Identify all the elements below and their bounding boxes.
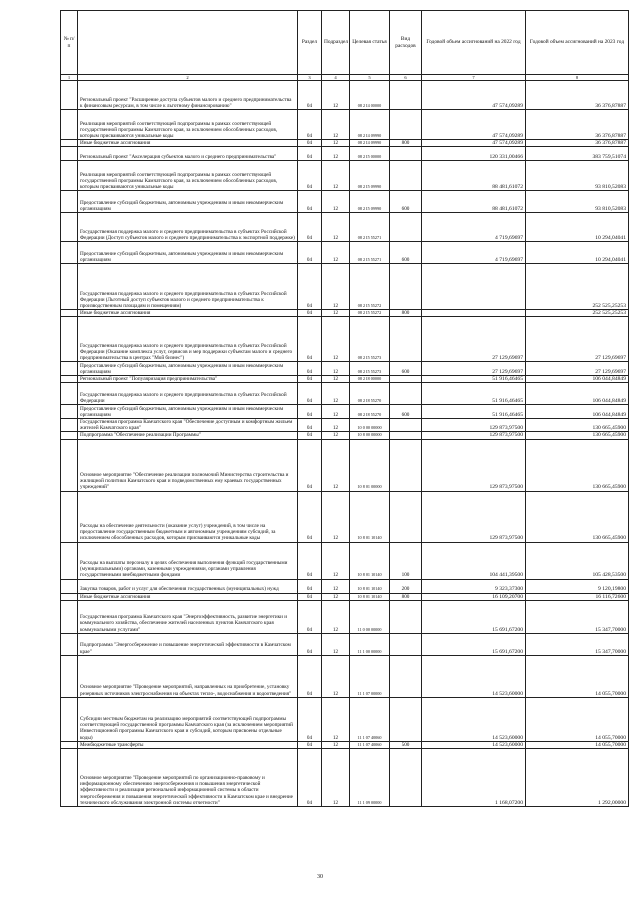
table-row	[61, 633, 629, 655]
row-name-cell: Закупка товаров, работ и услуг для обеспечения государственных (муниципальных) нужд	[78, 579, 298, 593]
row-expense-type-cell	[390, 81, 422, 110]
row-num-cell	[61, 383, 78, 405]
row-target-article-cell: 11 0 00 00000	[350, 600, 390, 633]
row-razdel-cell: 04	[298, 579, 322, 593]
row-2023-cell: 36 376,87887	[526, 140, 629, 147]
col-number: 5	[350, 75, 390, 81]
row-num-cell	[61, 161, 78, 191]
row-podrazdel-cell: 12	[322, 697, 350, 741]
col-header-podrazdel: Подраздел	[322, 11, 350, 75]
row-expense-type-cell	[390, 317, 422, 362]
row-2022-cell: 129 873,97500	[422, 432, 526, 439]
col-number: 3	[298, 75, 322, 81]
row-expense-type-cell	[390, 600, 422, 633]
table-row	[61, 376, 629, 383]
row-num-cell	[61, 264, 78, 310]
row-target-article-cell: 10 0 00 00000	[350, 419, 390, 432]
col-number: 8	[526, 75, 629, 81]
table-row	[61, 140, 629, 147]
row-name-cell: Государственная поддержка малого и среднего предпринимательства в субъектах Российской Федерации (Доступ субъектов малого и среднего предпринимательства к экспортной поддержке)	[78, 213, 298, 242]
row-podrazdel-cell: 12	[322, 140, 350, 147]
row-podrazdel-cell: 12	[322, 748, 350, 806]
row-2023-cell: 130 665,45900	[526, 432, 629, 439]
row-expense-type-cell: 100	[390, 542, 422, 579]
row-2022-cell: 120 331,00466	[422, 147, 526, 161]
row-2022-cell: 27 129,69697	[422, 362, 526, 376]
row-2022-cell: 129 873,97500	[422, 491, 526, 542]
row-2023-cell: 10 294,04041	[526, 242, 629, 264]
row-2023-cell: 106 044,84849	[526, 376, 629, 383]
row-podrazdel-cell: 12	[322, 213, 350, 242]
row-2022-cell: 51 916,46465	[422, 376, 526, 383]
row-expense-type-cell	[390, 633, 422, 655]
row-2023-cell: 106 044,84849	[526, 405, 629, 419]
row-razdel-cell: 04	[298, 405, 322, 419]
row-razdel-cell: 04	[298, 432, 322, 439]
table-row	[61, 439, 629, 491]
row-name-cell: Иные бюджетные ассигнования	[78, 310, 298, 317]
row-2023-cell: 93 810,52083	[526, 191, 629, 213]
row-podrazdel-cell: 12	[322, 362, 350, 376]
row-razdel-cell: 04	[298, 242, 322, 264]
row-razdel-cell: 04	[298, 741, 322, 748]
table-body	[61, 81, 629, 807]
row-expense-type-cell	[390, 439, 422, 491]
row-num-cell	[61, 317, 78, 362]
row-num-cell	[61, 419, 78, 432]
row-name-cell: Основное мероприятие "Проведение мероприятий по организационно-правовому и информационному обеспечению энергосбережения и повышения энергетической эффективности и реализация региональной информационной системы в области энергосбережения и повышения энергетической эффективности в Камчатском крае и внедрение технического обслуживания электронной системы отчетности"	[78, 748, 298, 806]
row-num-cell	[61, 191, 78, 213]
row-2023-cell: 15 347,70000	[526, 600, 629, 633]
row-podrazdel-cell: 12	[322, 579, 350, 593]
row-expense-type-cell	[390, 697, 422, 741]
row-podrazdel-cell: 12	[322, 264, 350, 310]
col-number: 7	[422, 75, 526, 81]
row-name-cell: Государственная поддержка малого и среднего предпринимательства в субъектах Российской Федерации (Льготный доступ субъектов малого и среднего предпринимательства к производственным площадям и помещениям)	[78, 264, 298, 310]
row-2023-cell: 252 525,25253	[526, 310, 629, 317]
row-target-article-cell: 11 1 00 00000	[350, 633, 390, 655]
table-row	[61, 741, 629, 748]
row-name-cell: Основное мероприятие "Обеспечение реализации полномочий Министерства строительства и жилищной политики Камчатского края и подведомственных ему краевых государственных учреждений"	[78, 439, 298, 491]
row-podrazdel-cell: 12	[322, 383, 350, 405]
row-target-article-cell: 10 8 01 10140	[350, 491, 390, 542]
row-podrazdel-cell: 12	[322, 419, 350, 432]
row-2023-cell: 36 376,87887	[526, 81, 629, 110]
row-num-cell	[61, 376, 78, 383]
row-name-cell: Расходы на обеспечение деятельности (оказание услуг) учреждений, в том числе на предоставление государственным бюджетным и автономным учреждениям субсидий, за исключением обособленных расходов, которым присваиваются уникальные коды	[78, 491, 298, 542]
row-target-article-cell: 11 1 07 40060	[350, 741, 390, 748]
row-2022-cell: 129 873,97500	[422, 439, 526, 491]
row-podrazdel-cell: 12	[322, 491, 350, 542]
table-row	[61, 81, 629, 110]
row-2022-cell: 14 523,60000	[422, 655, 526, 697]
row-target-article-cell: 08 2 I5 55271	[350, 213, 390, 242]
col-header-2022: Годовой объем ассигнований на 2022 год	[422, 11, 526, 75]
row-razdel-cell: 04	[298, 110, 322, 140]
table-row	[61, 264, 629, 310]
row-target-article-cell: 08 2 I4 09990	[350, 140, 390, 147]
row-expense-type-cell: 800	[390, 593, 422, 600]
row-2022-cell: 1 168,07200	[422, 748, 526, 806]
row-2023-cell: 14 055,70000	[526, 697, 629, 741]
row-razdel-cell: 04	[298, 147, 322, 161]
row-2023-cell: 36 376,87887	[526, 110, 629, 140]
row-num-cell	[61, 600, 78, 633]
row-expense-type-cell	[390, 383, 422, 405]
row-2022-cell: 9 323,37300	[422, 579, 526, 593]
row-2023-cell: 130 665,45900	[526, 419, 629, 432]
row-num-cell	[61, 439, 78, 491]
row-expense-type-cell	[390, 419, 422, 432]
row-num-cell	[61, 579, 78, 593]
col-header-num: № п/п	[61, 11, 78, 75]
table-row	[61, 242, 629, 264]
table-row	[61, 317, 629, 362]
row-2023-cell: 105 428,53500	[526, 542, 629, 579]
row-num-cell	[61, 697, 78, 741]
budget-table-sheet	[60, 10, 628, 856]
row-target-article-cell: 08 2 I4 00000	[350, 81, 390, 110]
table-row	[61, 600, 629, 633]
row-podrazdel-cell: 12	[322, 593, 350, 600]
row-expense-type-cell	[390, 432, 422, 439]
row-num-cell	[61, 491, 78, 542]
col-header-name	[78, 11, 298, 75]
row-razdel-cell: 04	[298, 439, 322, 491]
row-2023-cell: 383 759,51074	[526, 147, 629, 161]
row-razdel-cell: 04	[298, 655, 322, 697]
table-row	[61, 383, 629, 405]
row-2022-cell	[422, 310, 526, 317]
row-expense-type-cell: 200	[390, 579, 422, 593]
row-target-article-cell: 08 2 I5 55272	[350, 264, 390, 310]
col-header-razdel: Раздел	[298, 11, 322, 75]
row-target-article-cell: 08 2 I8 55270	[350, 383, 390, 405]
table-row	[61, 310, 629, 317]
col-number: 2	[78, 75, 298, 81]
row-2022-cell: 14 523,60000	[422, 741, 526, 748]
row-name-cell: Региональный проект "Акселерация субъектов малого и среднего предпринимательства"	[78, 147, 298, 161]
row-2023-cell: 9 120,19800	[526, 579, 629, 593]
row-target-article-cell: 08 2 I5 09990	[350, 161, 390, 191]
row-razdel-cell: 04	[298, 310, 322, 317]
row-num-cell	[61, 542, 78, 579]
row-2023-cell: 27 129,69697	[526, 317, 629, 362]
row-num-cell	[61, 242, 78, 264]
row-name-cell: Региональный проект "Расширение доступа субъектов малого и среднего предпринимательства к финансовым ресурсам, в том числе к льготному финансированию"	[78, 81, 298, 110]
row-podrazdel-cell: 12	[322, 110, 350, 140]
row-name-cell: Предоставление субсидий бюджетным, автономным учреждениям и иным некоммерческим организациям	[78, 242, 298, 264]
row-razdel-cell: 04	[298, 697, 322, 741]
row-podrazdel-cell: 12	[322, 147, 350, 161]
row-expense-type-cell	[390, 264, 422, 310]
row-razdel-cell: 04	[298, 191, 322, 213]
row-2023-cell: 14 055,70000	[526, 741, 629, 748]
row-target-article-cell: 10 8 01 10140	[350, 579, 390, 593]
row-podrazdel-cell: 12	[322, 633, 350, 655]
row-expense-type-cell: 800	[390, 140, 422, 147]
row-2022-cell: 16 109,20700	[422, 593, 526, 600]
row-num-cell	[61, 655, 78, 697]
row-target-article-cell: 11 1 07 40060	[350, 697, 390, 741]
row-2023-cell: 1 292,00000	[526, 748, 629, 806]
table-row	[61, 432, 629, 439]
table-row	[61, 161, 629, 191]
row-podrazdel-cell: 12	[322, 655, 350, 697]
row-name-cell: Реализация мероприятий соответствующей подпрограммы в рамках соответствующей государственной программы Камчатского края, за исключением обособленных расходов, которым присваиваются уникальные коды	[78, 110, 298, 140]
table-row	[61, 213, 629, 242]
table-row	[61, 110, 629, 140]
row-expense-type-cell	[390, 748, 422, 806]
row-name-cell: Государственная программа Камчатского края "Энергоэффективность, развитие энергетики и коммунального хозяйства, обеспечение жителей населенных пунктов Камчатского края коммунальными услугами"	[78, 600, 298, 633]
row-target-article-cell: 08 2 I5 55271	[350, 242, 390, 264]
row-target-article-cell: 08 2 I8 55270	[350, 405, 390, 419]
row-num-cell	[61, 741, 78, 748]
row-num-cell	[61, 147, 78, 161]
row-num-cell	[61, 633, 78, 655]
row-razdel-cell: 04	[298, 264, 322, 310]
row-podrazdel-cell: 12	[322, 432, 350, 439]
row-2023-cell: 27 129,69697	[526, 362, 629, 376]
row-podrazdel-cell: 12	[322, 376, 350, 383]
row-name-cell: Реализация мероприятий соответствующей подпрограммы в рамках соответствующей государственной программы Камчатского края, за исключением обособленных расходов, которым присваиваются уникальные коды	[78, 161, 298, 191]
row-name-cell: Подпрограмма "Обеспечение реализации Программы"	[78, 432, 298, 439]
row-name-cell: Предоставление субсидий бюджетным, автономным учреждениям и иным некоммерческим организациям	[78, 191, 298, 213]
row-podrazdel-cell: 12	[322, 310, 350, 317]
row-razdel-cell: 04	[298, 600, 322, 633]
row-razdel-cell: 04	[298, 317, 322, 362]
row-num-cell	[61, 405, 78, 419]
table-row	[61, 191, 629, 213]
row-podrazdel-cell: 12	[322, 600, 350, 633]
row-name-cell: Межбюджетные трансферты	[78, 741, 298, 748]
row-name-cell: Государственная поддержка малого и среднего предпринимательства в субъектах Российской Федерации	[78, 383, 298, 405]
row-podrazdel-cell: 12	[322, 161, 350, 191]
col-number: 1	[61, 75, 78, 81]
row-2022-cell: 27 129,69697	[422, 317, 526, 362]
row-2022-cell: 15 691,67200	[422, 600, 526, 633]
page-number: 30	[317, 874, 323, 880]
row-razdel-cell: 04	[298, 376, 322, 383]
row-2022-cell: 47 574,09289	[422, 110, 526, 140]
row-target-article-cell: 08 2 I4 09990	[350, 110, 390, 140]
row-expense-type-cell: 600	[390, 242, 422, 264]
row-podrazdel-cell: 12	[322, 317, 350, 362]
row-2023-cell: 16 116,72600	[526, 593, 629, 600]
table-row	[61, 748, 629, 806]
row-expense-type-cell	[390, 655, 422, 697]
row-name-cell: Субсидии местным бюджетам на реализацию мероприятий соответствующей подпрограммы соответствующей государственной программы Камчатского края (за исключением мероприятий Инвестиционной программы Камчатского края и субсидий, которым присвоены отдельные коды)	[78, 697, 298, 741]
row-2022-cell: 51 916,46465	[422, 405, 526, 419]
row-name-cell: Предоставление субсидий бюджетным, автономным учреждениям и иным некоммерческим организациям	[78, 405, 298, 419]
row-name-cell: Основное мероприятие "Проведение мероприятий, направленных на приобретение, установку резервных источников электроснабжения на объектах тепло-, водоснабжения и водоотведения"	[78, 655, 298, 697]
table-row	[61, 362, 629, 376]
row-name-cell: Предоставление субсидий бюджетным, автономным учреждениям и иным некоммерческим организациям	[78, 362, 298, 376]
row-2023-cell: 10 294,04041	[526, 213, 629, 242]
row-razdel-cell: 04	[298, 161, 322, 191]
row-num-cell	[61, 140, 78, 147]
row-razdel-cell: 04	[298, 140, 322, 147]
row-2023-cell: 93 810,52083	[526, 161, 629, 191]
row-num-cell	[61, 110, 78, 140]
row-2022-cell: 14 523,60000	[422, 697, 526, 741]
table-row	[61, 419, 629, 432]
row-name-cell: Иные бюджетные ассигнования	[78, 593, 298, 600]
row-razdel-cell: 04	[298, 213, 322, 242]
row-2023-cell: 15 347,70000	[526, 633, 629, 655]
row-num-cell	[61, 81, 78, 110]
row-target-article-cell: 08 2 I5 55273	[350, 362, 390, 376]
row-razdel-cell: 04	[298, 81, 322, 110]
row-expense-type-cell	[390, 110, 422, 140]
table-row	[61, 147, 629, 161]
row-num-cell	[61, 310, 78, 317]
row-expense-type-cell	[390, 161, 422, 191]
row-2023-cell: 130 665,45900	[526, 491, 629, 542]
row-num-cell	[61, 748, 78, 806]
row-podrazdel-cell: 12	[322, 439, 350, 491]
row-num-cell	[61, 432, 78, 439]
row-razdel-cell: 04	[298, 633, 322, 655]
row-razdel-cell: 04	[298, 419, 322, 432]
budget-table	[60, 10, 629, 807]
row-2022-cell: 47 574,09289	[422, 81, 526, 110]
row-2023-cell: 14 055,70000	[526, 655, 629, 697]
table-row	[61, 697, 629, 741]
row-name-cell: Расходы на выплаты персоналу в целях обеспечения выполнения функций государственными (муниципальными) органами, казенными учреждениями, органами управления государственными внебюджетными фондами	[78, 542, 298, 579]
row-expense-type-cell	[390, 491, 422, 542]
row-2022-cell: 51 916,46465	[422, 383, 526, 405]
row-expense-type-cell: 800	[390, 310, 422, 317]
row-target-article-cell: 11 1 07 00000	[350, 655, 390, 697]
row-target-article-cell: 10 8 01 10140	[350, 593, 390, 600]
row-num-cell	[61, 593, 78, 600]
row-target-article-cell: 10 8 00 00000	[350, 432, 390, 439]
row-2022-cell: 4 719,69697	[422, 242, 526, 264]
row-name-cell: Подпрограмма "Энергосбережение и повышение энергетической эффективности в Камчатском крае"	[78, 633, 298, 655]
row-2022-cell: 88 481,61072	[422, 191, 526, 213]
row-podrazdel-cell: 12	[322, 242, 350, 264]
row-target-article-cell: 10 8 01 00000	[350, 439, 390, 491]
row-razdel-cell: 04	[298, 748, 322, 806]
row-podrazdel-cell: 12	[322, 741, 350, 748]
row-expense-type-cell	[390, 376, 422, 383]
row-target-article-cell: 08 2 I5 09990	[350, 191, 390, 213]
row-2022-cell: 88 481,61072	[422, 161, 526, 191]
row-num-cell	[61, 213, 78, 242]
row-name-cell: Иные бюджетные ассигнования	[78, 140, 298, 147]
row-target-article-cell: 08 2 I5 00000	[350, 147, 390, 161]
row-expense-type-cell: 600	[390, 405, 422, 419]
row-expense-type-cell: 600	[390, 362, 422, 376]
row-podrazdel-cell: 12	[322, 542, 350, 579]
row-target-article-cell: 10 8 01 10140	[350, 542, 390, 579]
row-razdel-cell: 04	[298, 542, 322, 579]
row-podrazdel-cell: 12	[322, 81, 350, 110]
row-num-cell	[61, 362, 78, 376]
table-row	[61, 405, 629, 419]
row-name-cell: Государственная программа Камчатского края "Обеспечение доступным и комфортным жильем жителей Камчатского края"	[78, 419, 298, 432]
row-2022-cell: 4 719,69697	[422, 213, 526, 242]
row-2023-cell: 106 044,84849	[526, 383, 629, 405]
row-target-article-cell: 11 1 09 00000	[350, 748, 390, 806]
row-expense-type-cell	[390, 147, 422, 161]
table-row	[61, 655, 629, 697]
row-2023-cell: 130 665,45900	[526, 439, 629, 491]
row-target-article-cell: 08 2 I5 55273	[350, 317, 390, 362]
row-podrazdel-cell: 12	[322, 405, 350, 419]
row-2022-cell: 15 691,67200	[422, 633, 526, 655]
row-2022-cell: 104 441,39500	[422, 542, 526, 579]
row-podrazdel-cell: 12	[322, 191, 350, 213]
row-razdel-cell: 04	[298, 491, 322, 542]
row-2022-cell: 129 873,97500	[422, 419, 526, 432]
table-row	[61, 593, 629, 600]
row-name-cell: Региональный проект "Популяризация предпринимательства"	[78, 376, 298, 383]
row-2023-cell: 252 525,25253	[526, 264, 629, 310]
row-razdel-cell: 04	[298, 383, 322, 405]
col-number: 4	[322, 75, 350, 81]
row-razdel-cell: 04	[298, 362, 322, 376]
col-header-expense-type: Вид расходов	[390, 11, 422, 75]
row-target-article-cell: 08 2 I8 00000	[350, 376, 390, 383]
row-2022-cell: 47 574,09289	[422, 140, 526, 147]
row-expense-type-cell	[390, 213, 422, 242]
row-expense-type-cell: 600	[390, 191, 422, 213]
row-razdel-cell: 04	[298, 593, 322, 600]
table-row	[61, 579, 629, 593]
col-header-target-article: Целевая статья	[350, 11, 390, 75]
row-name-cell: Государственная поддержка малого и среднего предпринимательства в субъектах Российской Федерации (Оказание комплекса услуг, сервисов и мер поддержки субъектам малого и среднего предпринимательства в центрах "Мой бизнес")	[78, 317, 298, 362]
row-target-article-cell: 08 2 I5 55272	[350, 310, 390, 317]
table-row	[61, 542, 629, 579]
col-header-2023: Годовой объем ассигнований на 2023 год	[526, 11, 629, 75]
row-2022-cell	[422, 264, 526, 310]
col-number: 6	[390, 75, 422, 81]
header-row	[61, 11, 629, 75]
table-row	[61, 491, 629, 542]
row-expense-type-cell: 500	[390, 741, 422, 748]
